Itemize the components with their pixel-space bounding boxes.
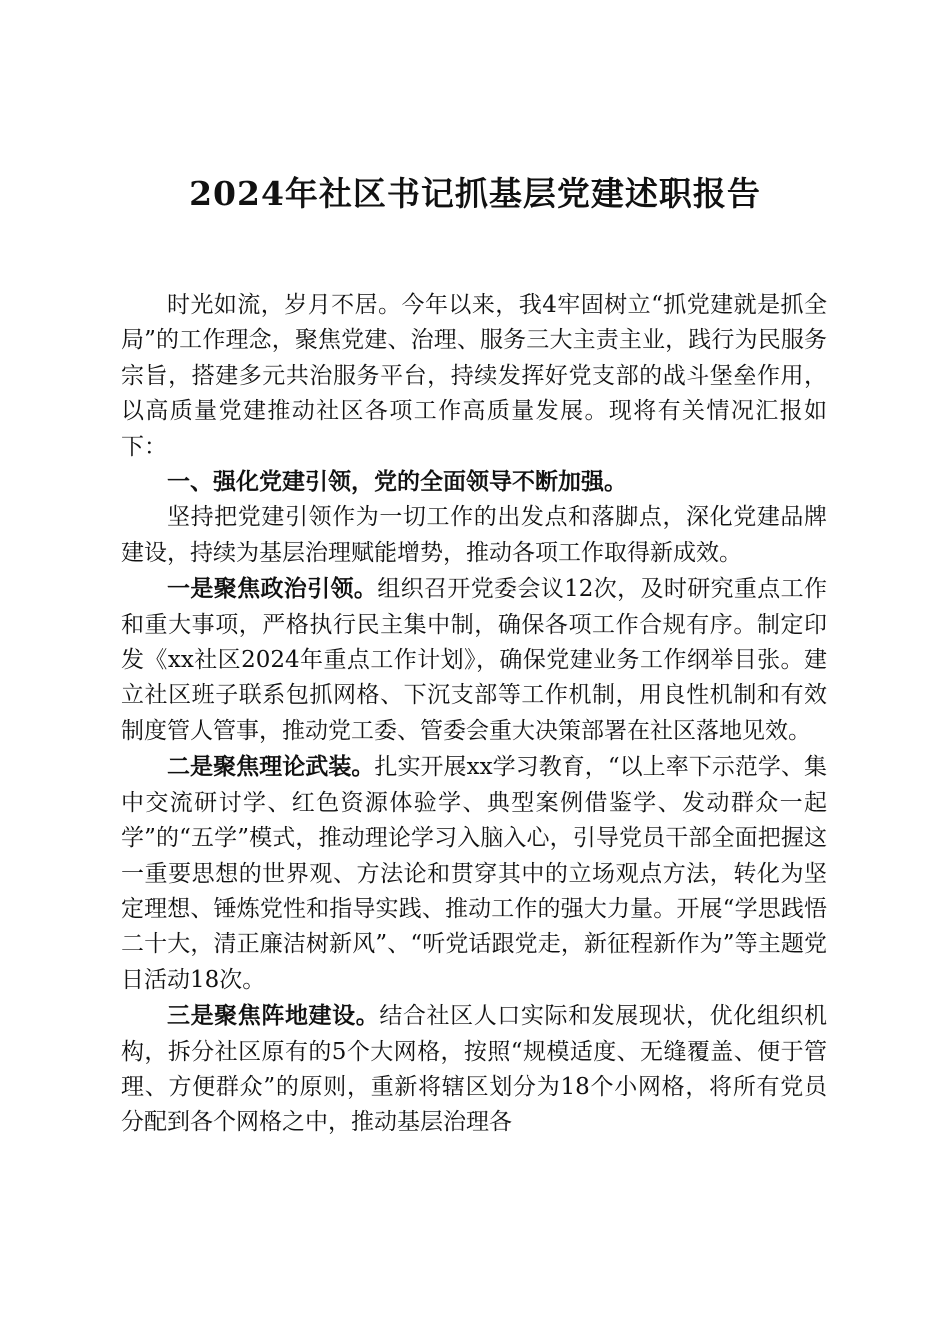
item-2-lead: 二是聚焦理论武装。 bbox=[167, 753, 375, 781]
item-2-paragraph bbox=[121, 749, 827, 998]
item-3-text: 结合社区人口实际和发展现状，优化组织机构，拆分社区原有的5个大网格，按照“规模适度、无缝覆盖、便于管理、方便群众”的原则，重新将辖区划分为18个小网格，将所有党员分配到各个网格之中，推动基层治理各 bbox=[121, 1003, 828, 1136]
item-1-paragraph bbox=[121, 571, 827, 749]
document-title: 2024年社区书记抓基层党建述职报告 bbox=[189, 174, 761, 213]
section-heading-1: 一、强化党建引领，党的全面领导不断加强。 bbox=[167, 469, 627, 496]
document-body bbox=[121, 288, 827, 1141]
item-1-text: 组织召开党委会议12次，及时研究重点工作和重大事项，严格执行民主集中制，确保各项工作合规有序。制定印发《xx社区2024年重点工作计划》，确保党建业务工作纲举目张。建立社区班子联系包抓网格、下沉支部等工作机制，用良性机制和有效制度管人管事，推动党工委、管委会重大决策部署在社区落地见效。 bbox=[121, 576, 827, 744]
intro-paragraph: 时光如流，岁月不居。今年以来，我4牢固树立“抓党建就是抓全局”的工作理念，聚焦党建、治理、服务三大主责主业，践行为民服务宗旨，搭建多元共治服务平台，持续发挥好党支部的战斗堡垒作用，以高质量党建推动社区各项工作高质量发展。现将有关情况汇报如下： bbox=[121, 292, 827, 460]
item-2-text: 扎实开展xx学习教育，“以上率下示范学、集中交流研讨学、红色资源体验学、典型案例借鉴学、发动群众一起学”的“五学”模式，推动理论学习入脑入心，引导党员干部全面把握这一重要思想的世界观、方法论和贯穿其中的立场观点方法，转化为坚定理想、锤炼党性和指导实践、推动工作的强大力量。开展“学思践悟二十大，清正廉洁树新风”、“听党话跟党走，新征程新作为”等主题党日活动18次。 bbox=[121, 754, 828, 993]
item-3-paragraph bbox=[121, 998, 827, 1141]
item-3-lead: 三是聚焦阵地建设。 bbox=[167, 1002, 380, 1030]
section-1-paragraph: 坚持把党建引领作为一切工作的出发点和落脚点，深化党建品牌建设，持续为基层治理赋能增势，推动各项工作取得新成效。 bbox=[121, 504, 827, 566]
item-1-lead: 一是聚焦政治引领。 bbox=[167, 575, 378, 603]
